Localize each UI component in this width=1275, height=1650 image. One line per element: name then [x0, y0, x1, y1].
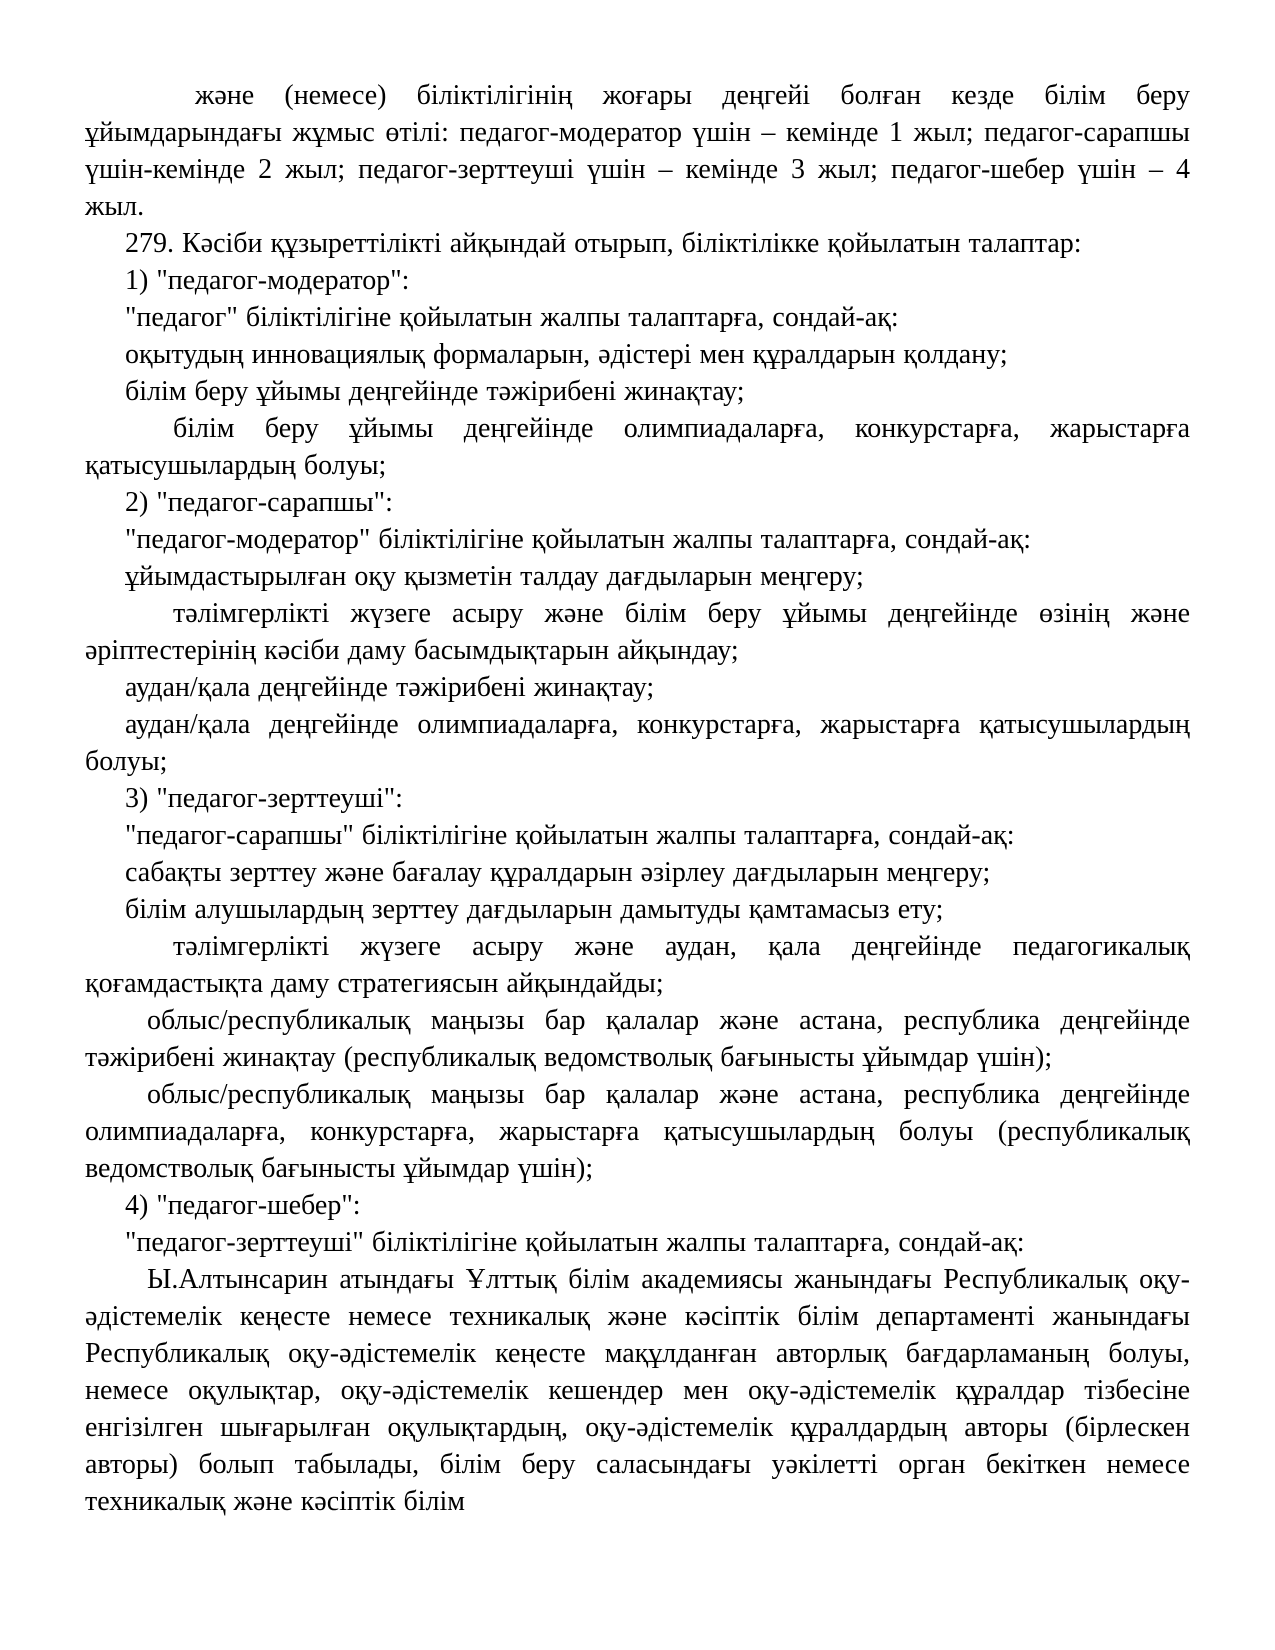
- paragraph: білім алушылардың зерттеу дағдыларын дамытуды қамтамасыз ету;: [125, 894, 944, 925]
- paragraph: аудан/қала деңгейінде олимпиадаларға, конкурстарға, жарыстарға қатысушылардың болуы;: [85, 709, 1190, 777]
- paragraph: "педагог-модератор" біліктілігіне қойылатын жалпы талаптарға, сондай-ақ:: [125, 524, 1032, 555]
- paragraph: білім беру ұйымы деңгейінде олимпиадаларға, конкурстарға, жарыстарға қатысушылардың болуы;: [85, 413, 1190, 481]
- paragraph: тәлімгерлікті жүзеге асыру және аудан, қала деңгейінде педагогикалық қоғамдастықта даму стратегиясын айқындайды;: [85, 931, 1190, 999]
- paragraph: "педагог-сарапшы" біліктілігіне қойылатын жалпы талаптарға, сондай-ақ:: [125, 820, 1015, 851]
- paragraph: оқытудың инновациялық формаларын, әдістері мен құралдарын қолдану;: [125, 339, 1008, 370]
- paragraph: тәлімгерлікті жүзеге асыру және білім беру ұйымы деңгейінде өзінің және әріптестерінің кәсіби даму басымдықтарын айқындау;: [85, 598, 1190, 666]
- paragraph: "педагог-зерттеуші" біліктілігіне қойылатын жалпы талаптарға, сондай-ақ:: [125, 1227, 1025, 1258]
- paragraph: "педагог" біліктілігіне қойылатын жалпы талаптарға, сондай-ақ:: [125, 302, 899, 333]
- paragraph: облыс/республикалық маңызы бар қалалар және астана, республика деңгейінде тәжірибені жинақтау (республикалық ведомстволық бағынысты ұйымдар үшін);: [85, 1005, 1190, 1073]
- paragraph: 279. Кәсіби құзыреттілікті айқындай отырып, біліктілікке қойылатын талаптар:: [125, 228, 1082, 259]
- paragraph: сабақты зерттеу және бағалау құралдарын әзірлеу дағдыларын меңгеру;: [125, 857, 991, 888]
- document-text-block: [85, 77, 1190, 1520]
- paragraph: 4) "педагог-шебер":: [125, 1190, 361, 1221]
- paragraph: ұйымдастырылған оқу қызметін талдау дағдыларын меңгеру;: [125, 561, 864, 592]
- paragraph: 2) "педагог-сарапшы":: [125, 487, 393, 518]
- paragraph: білім беру ұйымы деңгейінде тәжірибені жинақтау;: [125, 376, 745, 407]
- paragraph: 1) "педагог-модератор":: [125, 265, 410, 296]
- paragraph: Ы.Алтынсарин атындағы Ұлттық білім академиясы жанындағы Республикалық оқу-әдістемелік кеңесте немесе техникалық және кәсіптік білім департаменті жанындағы Республикалық оқу-әдістемелік кеңесте мақұлданған авторлық бағдарламаның болуы, немесе оқулықтар, оқу-әдістемелік кешендер мен оқу-әдістемелік құралдар тізбесіне енгізілген шығарылған оқулықтардың, оқу-әдістемелік құралдардың авторы (бірлескен авторы) болып табылады, білім беру саласындағы уәкілетті орган бекіткен немесе техникалық және кәсіптік білім: [85, 1264, 1190, 1517]
- paragraph: 3) "педагог-зерттеуші":: [125, 783, 403, 814]
- paragraph: аудан/қала деңгейінде тәжірибені жинақтау;: [125, 672, 655, 703]
- paragraph: облыс/республикалық маңызы бар қалалар және астана, республика деңгейінде олимпиадаларға, конкурстарға, жарыстарға қатысушылардың болуы (республикалық ведомстволық бағынысты ұйымдар үшін);: [85, 1079, 1190, 1184]
- paragraph: және (немесе) біліктілігінің жоғары деңгейі болған кезде білім беру ұйымдарындағы жұмыс өтілі: педагог-модератор үшін – кемінде 1 жыл; педагог-сарапшы үшін-кемінде 2 жыл; педагог-зерттеуші үшін – кемінде 3 жыл; педагог-шебер үшін – 4 жыл.: [85, 80, 1190, 222]
